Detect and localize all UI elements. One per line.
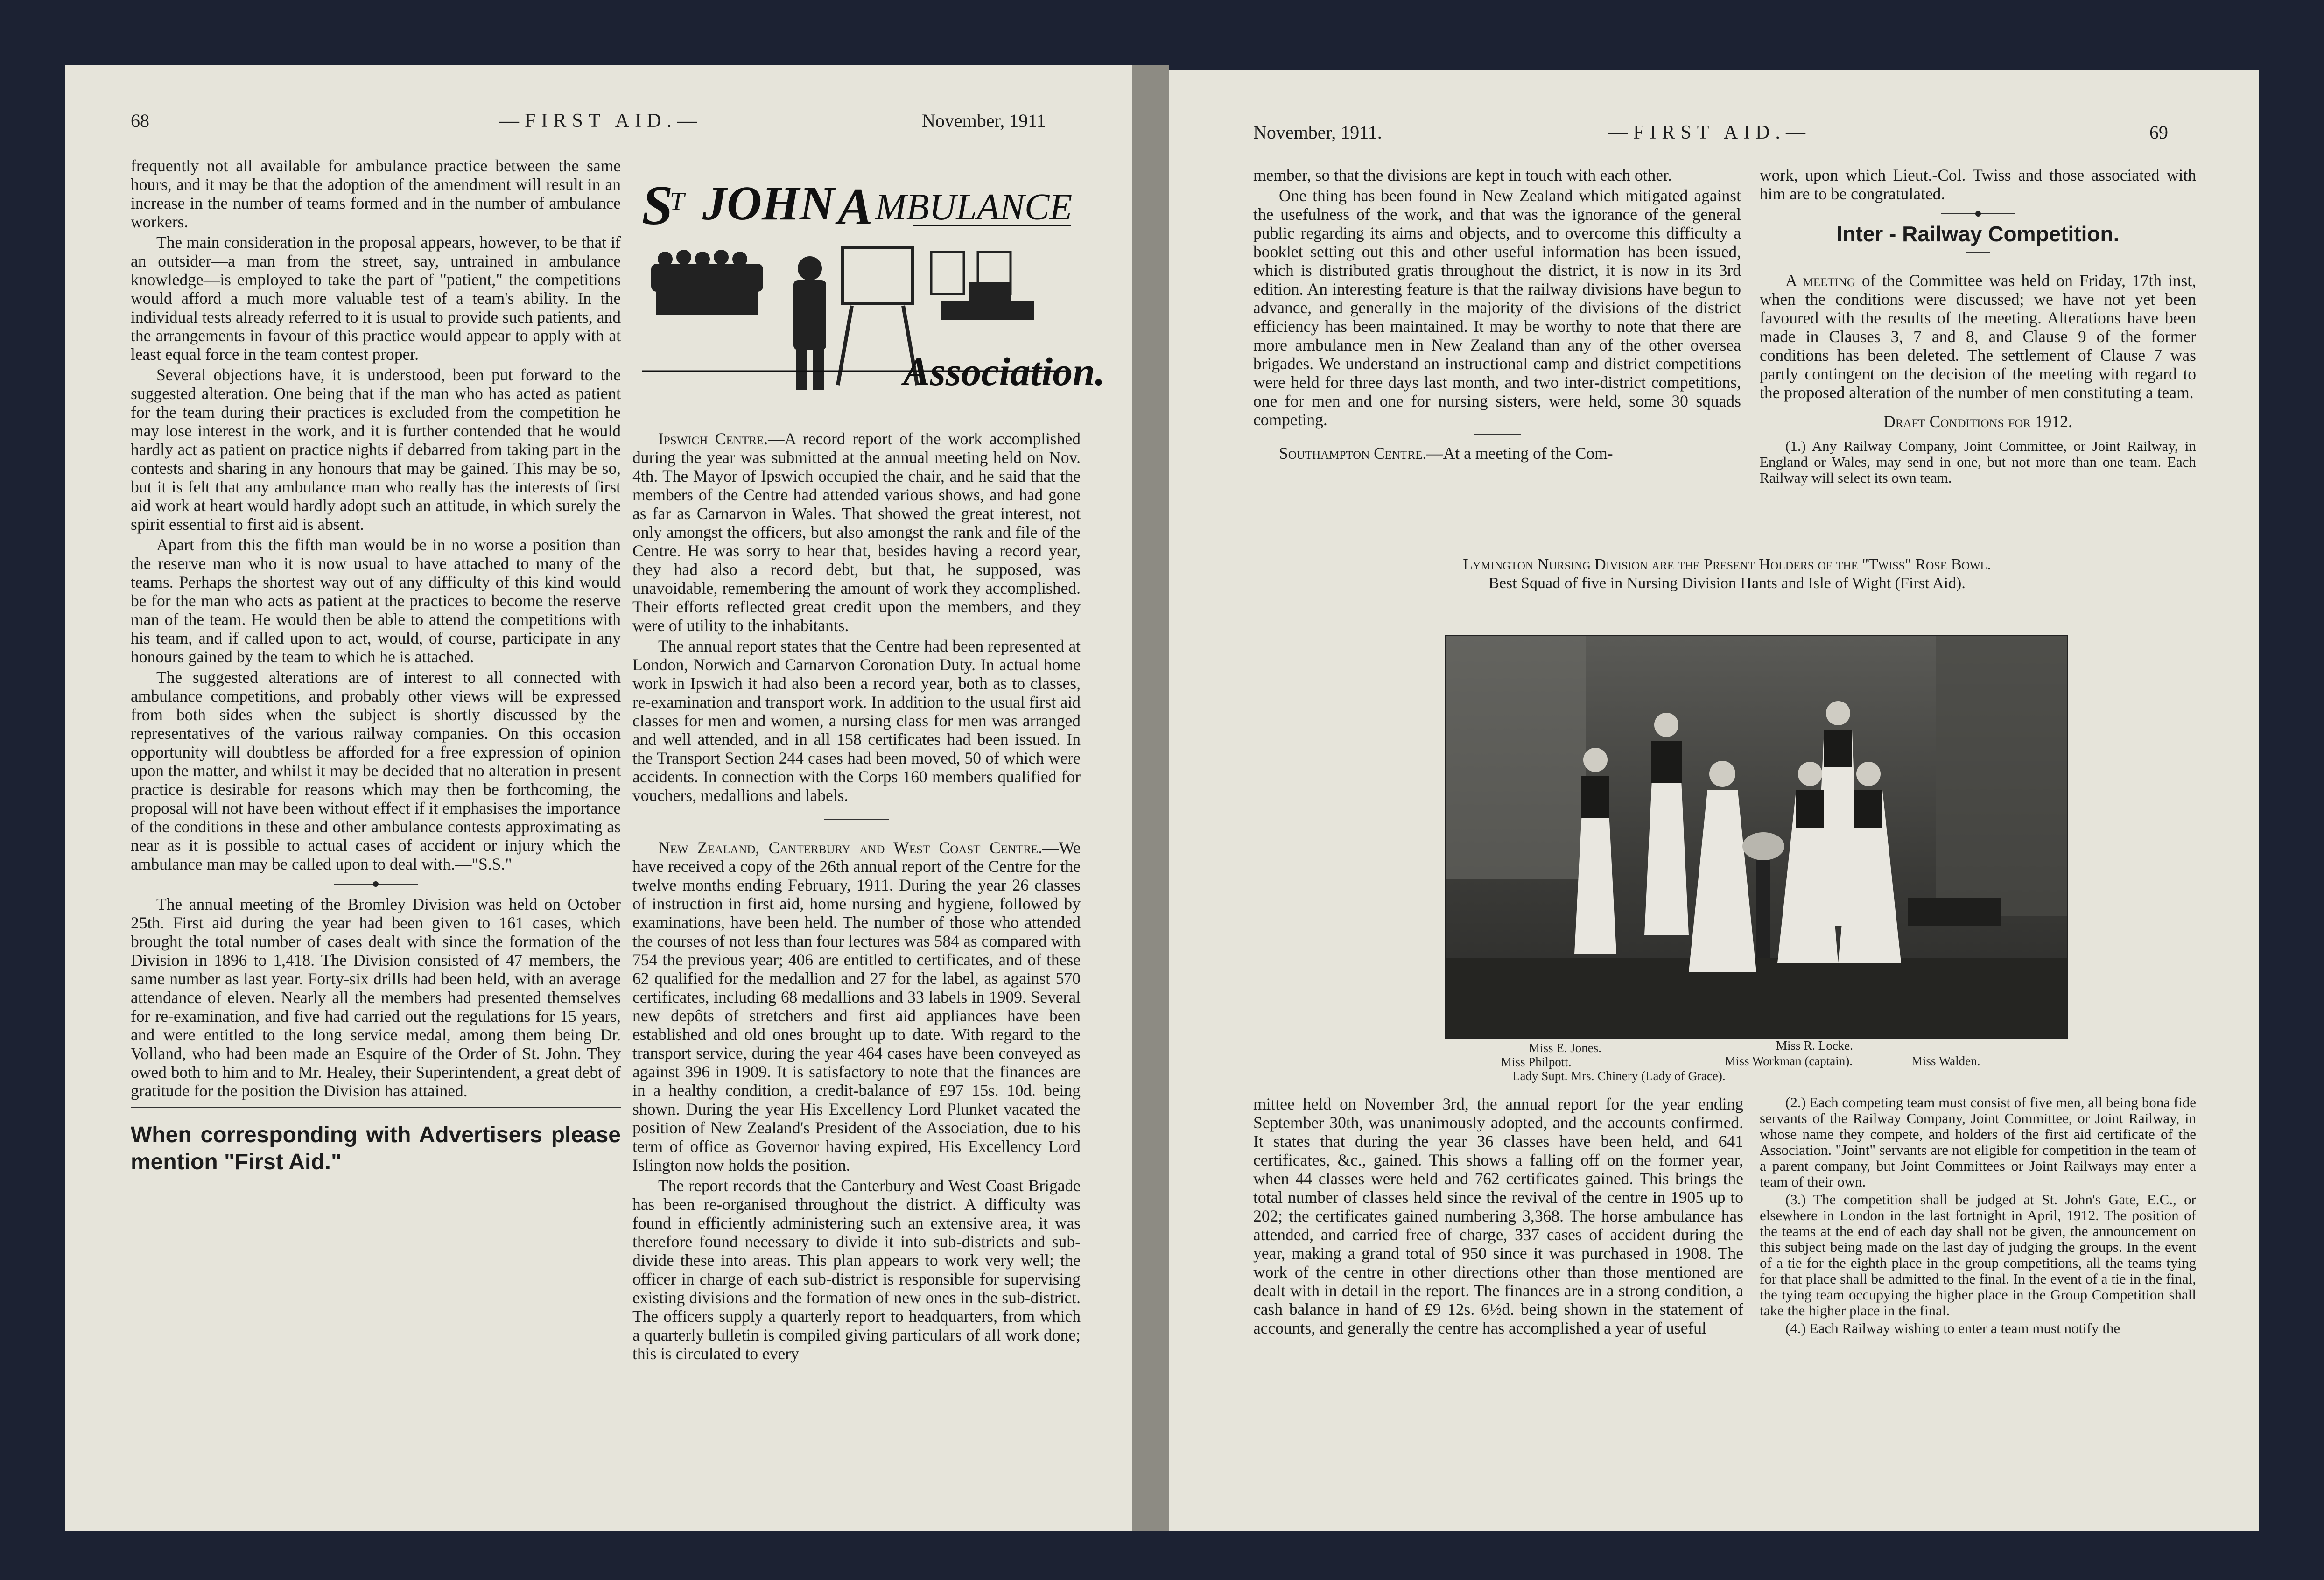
divider-line bbox=[131, 1107, 621, 1108]
nz-paragraph bbox=[632, 838, 1081, 1174]
svg-text:A: A bbox=[838, 178, 873, 236]
paragraph: The report records that the Canterbury and West Coast Brigade has been re-organised throughout the district. A difficulty was found in efficiently administering such an extensive area, it was therefore found necessary to divide it into sub-districts and sub-divide these into areas. This plan appears to work very well; the officer in charge of each sub-district is responsible for supervising existing divisions and the formation of new ones in the sub-district. The officers supply a quarterly report to headquarters, from which a quarterly bulletin is compiled giving particulars of all work done; this is circulated to every bbox=[632, 1176, 1081, 1363]
clause-2: (2.) Each competing team must consist of five men, all being bona fide servants of the Railway Company, Joint Committee, or Joint Railway, in whose name they compete, and holders of the first aid certificate of the Association. "Joint" servants are not eligible for competition in the team of a parent company, but Joint Committees or Joint Railways may enter a team of their own. bbox=[1760, 1094, 2196, 1190]
svg-text:T: T bbox=[670, 187, 685, 216]
group-photograph bbox=[1445, 635, 2068, 1039]
caption-workman: Miss Workman (captain). bbox=[1725, 1054, 1853, 1068]
paragraph: The annual report states that the Centre had been represented at London, Norwich and Carnarvon Coronation Duty. In actual home work in Ipswich it had also been a record year, both as to classes, re-examination and transport work. In addition to the usual first aid classes for men and women, a nursing class for men was arranged and well attended, and in all 158 certificates had been issued. In the Transport Section 244 cases had been moved, 50 of which were accidents. In connection with the Corps 160 members qualified for vouchers, medallions and labels. bbox=[632, 637, 1081, 805]
clause-4: (4.) Each Railway wishing to enter a team must notify the bbox=[1785, 1320, 2120, 1336]
paragraph: work, upon which Lieut.-Col. Twiss and those associated with him are to be congratulated. bbox=[1760, 166, 2196, 203]
right-column bbox=[632, 429, 1081, 1365]
caption-chinery: Lady Supt. Mrs. Chinery (Lady of Grace). bbox=[1512, 1069, 1726, 1083]
st-john-ambulance-logo bbox=[632, 166, 1105, 408]
divider-line bbox=[824, 819, 889, 820]
page-date: November, 1911. bbox=[1253, 122, 1382, 143]
southampton-heading: Southampton Centre. bbox=[1279, 444, 1427, 463]
ipswich-text: —A record report of the work accomplished during the year was submitted at the annual meeting held on Nov. 4th. The Mayor of Ipswich occupied the chair, and he said that the members of the Centre had attended various shows, and had gone as far as Carnarvon in Wales. That showed the great interest, not only amongst the officers, but also amongst the rank and file of the Centre. He was sorry to hear that, besides having a record year, they had also a record debt, but that, he supposed, was unavoidable, remembering the amount of work they accomplished. Their efforts reflected great credit upon the members, and they were of utility to the inhabitants. bbox=[632, 429, 1081, 635]
paragraph: The suggested alterations are of interest to all connected with ambulance competitions, and probably other views will be expressed from both sides when the subject is shortly discussed by the representatives of the various railway companies. On this occasion opportunity will doubtless be afforded for a free expression of opinion upon the matter, and whilst it may be decided that no alteration in present practice is desirable for reasons which may then be forthcoming, the proposal will not have been without effect if it emphasises the importance of the conditions in these and other ambulance contests approximating as near as it is possible to actual cases of accident or injury which the ambulance man may be called upon to deal with.—"S.S." bbox=[131, 668, 621, 873]
svg-text:MBULANCE: MBULANCE bbox=[875, 187, 1073, 228]
page-number: 68 bbox=[131, 110, 149, 131]
divider-line bbox=[1474, 434, 1521, 435]
left-page bbox=[65, 65, 1132, 1531]
section-divider bbox=[334, 884, 418, 885]
clause-3: (3.) The competition shall be judged at St. John's Gate, E.C., or elsewhere in London in the last fortnight in April, 1912. The position of the teams at the end of each day shall not be given, the announcement on this subject being made on the last day of judging the groups. In the event of a tie for the eighth place in the group competitions, all the teams tying for that place shall be admitted to the final. In the event of a tie in the final, the tying team occupying the higher place in the Group Competition shall take the higher place in the final. bbox=[1760, 1191, 2196, 1319]
right-page-col3 bbox=[1253, 1095, 1743, 1339]
meeting-text: of the Committee was held on Friday, 17th inst, when the conditions were discussed; we have not yet been favoured with the results of the meeting. Alterations have been made in Clauses 3, 7 and 8, and Clause 9 of the former conditions has been deleted. The settlement of Clause 7 was partly contingent on the decision of the meeting with regard to the proposed alteration of the number of men constituting a team. bbox=[1760, 271, 2197, 402]
caption-walden: Miss Walden. bbox=[1911, 1054, 1980, 1068]
right-page-col4 bbox=[1760, 1095, 2196, 1338]
running-title: —FIRST AID.— bbox=[1608, 122, 1811, 143]
caption-jones: Miss E. Jones. bbox=[1529, 1041, 1602, 1055]
paragraph: The main consideration in the proposal appears, however, to be that if an outsider—a man from the street, say, untrained in ambulance knowledge—is employed to take the part of "patient," the competitions would afford a much more valuable test of a team's ability. In the individual tests already referred to it is usual to provide such patients, and the arrangements in favour of this practice would appear to apply with at least equal force in the team contest proper. bbox=[131, 233, 621, 364]
running-title: —FIRST AID.— bbox=[499, 110, 702, 132]
caption-locke: Miss R. Locke. bbox=[1776, 1039, 1853, 1053]
ipswich-paragraph bbox=[632, 429, 1081, 635]
clause-1: (1.) Any Railway Company, Joint Committee, or Joint Railway, in England or Wales, may send in one, but not more than one team. Each Railway will select its own team. bbox=[1760, 438, 2196, 486]
page-date: November, 1911 bbox=[922, 110, 1046, 131]
caption-philpott: Miss Philpott. bbox=[1501, 1055, 1572, 1069]
divider-line bbox=[1966, 252, 1990, 253]
ambulance-illustration bbox=[632, 166, 1105, 408]
section-divider bbox=[1941, 213, 2015, 214]
draft-conditions-heading: Draft Conditions for 1912. bbox=[1883, 412, 2072, 431]
inter-railway-heading: Inter - Railway Competition. bbox=[1836, 222, 2120, 246]
photo-title-line2: Best Squad of five in Nursing Division Hants and Isle of Wight (First Aid). bbox=[1488, 575, 1966, 592]
paragraph: Several objections have, it is understood, been put forward to the suggested alteration. One being that if the man who has acted as patient for the team during their practices is excluded from the competition he may lose interest in the work, and it is further contended that he would hardly act as patient on practice nights if debarred from taking part in the contests and sharing in any honours that may be gained. This may be so, but it is felt that any ambulance man who really has the interests of first aid work at heart would hardly adopt such an attitude, in which surely the spirit essential to first aid is absent. bbox=[131, 365, 621, 534]
nz-text: —We have received a copy of the 26th annual report of the Centre for the twelve months ending February, 1911. During the year 26 classes of instruction in first aid, home nursing and hygiene, followed by examinations, have been held. The number of those who attended the courses of not less than four lectures was 584 as compared with 754 the previous year; 406 are entitled to certificates, and of these 62 qualified for the medallion and 27 for the label, as against 570 certificates, including 68 medallions and 33 labels in 1909. Several new depôts of stretchers and first aid appliances have been established and old ones brought up to date. With regard to the transport service, during the year 464 cases have been conveyed as against 396 in 1909. It is satisfactory to note that the finances are in a healthy condition, a credit-balance of £97 15s. 10d. being shown. During the year His Excellency Lord Plunket vacated the position of New Zealand's President of the Association, due to his term of office as Governor having expired, His Excellency Lord Islington now holds the position. bbox=[632, 838, 1081, 1174]
left-column bbox=[131, 156, 621, 1176]
meeting-lead: A meeting bbox=[1785, 271, 1856, 290]
right-page bbox=[1169, 70, 2259, 1531]
nz-heading: New Zealand, Canterbury and West Coast Centre. bbox=[658, 838, 1043, 857]
paragraph: One thing has been found in New Zealand which mitigated against the usefulness of the work, and that was the ignorance of the general public regarding its aims and objects, and to overcome this difficulty a booklet setting out this and other useful information has been issued, which is distributed gratis throughout the district, it is now in its 3rd edition. An interesting feature is that the railway divisions have begun to advance, and generally in the majority of the divisions of the district efficiency has been maintained. It may be worthy to note that there are more ambulance men in New Zealand than any of the other oversea brigades. We understand an instructional camp and district competitions were held for three days last month, and two inter-district competitions, one for men and one for nursing sisters, were held, some 30 squads competing. bbox=[1253, 186, 1741, 429]
book-gutter bbox=[1132, 65, 1169, 1531]
nurses-photo-image bbox=[1446, 636, 2067, 1038]
photo-title-line1: Lymington Nursing Division are the Present Holders of the "Twiss" Rose Bowl. bbox=[1463, 556, 1991, 573]
bromley-paragraph: The annual meeting of the Bromley Division was held on October 25th. First aid during the year had been given to 161 cases, which brought the total number of cases dealt with since the formation of the Division in 1896 to 1,418. The Division consisted of 47 members, the same number as last year. Forty-six drills had been held, with an average attendance of eleven. Nearly all the members had presented themselves for re-examination, and five had carried out the regulations for 15 years, and were entitled to the long service medal, among them being Dr. Volland, who had been made an Esquire of the Order of St. John. They owed both to him and to Mr. Healey, their Superintendent, a great debt of gratitude for the position the Division has attained. bbox=[131, 895, 621, 1100]
paragraph: member, so that the divisions are kept in touch with each other. bbox=[1253, 166, 1672, 184]
photo-title bbox=[1258, 555, 2196, 593]
paragraph: frequently not all available for ambulance practice between the same hours, and it may be that the adoption of the amendment will result in an increase in the number of teams formed and in the number of ambulance workers. bbox=[131, 156, 621, 231]
right-page-col1 bbox=[1253, 166, 1741, 464]
paragraph: Apart from this the fifth man would be in no worse a position than the reserve man who it is now usual to have attached to many of the teams. Perhaps the shortest way out of any difficulty of this kind would be for the man who acts as patient at the practices to become the reserve man of the team. He would then be able to attend the competitions with his team, and if called upon to act, would, of course, participate in any honours gained by the team to which he is attached. bbox=[131, 535, 621, 666]
southampton-paragraph bbox=[1253, 444, 1741, 463]
meeting-paragraph bbox=[1760, 271, 2196, 402]
page-number: 69 bbox=[2149, 122, 2168, 143]
ipswich-heading: Ipswich Centre. bbox=[658, 429, 768, 448]
advertiser-notice: When corresponding with Advertisers please mention "First Aid." bbox=[131, 1123, 621, 1174]
svg-text:JOHN: JOHN bbox=[702, 176, 835, 230]
svg-text:Association.: Association. bbox=[903, 349, 1105, 394]
svg-text:S: S bbox=[642, 174, 673, 236]
right-page-col2 bbox=[1760, 166, 2196, 488]
southampton-text: —At a meeting of the Com- bbox=[1426, 444, 1613, 463]
paragraph: mittee held on November 3rd, the annual report for the year ending September 30th, was unanimously adopted, and the accounts confirmed. It states that during the year 36 classes have been held, and 641 certificates, &c., gained. This shows a falling off on the former year, when 44 classes were held and 762 certificates gained. This brings the total number of classes held since the revival of the centre in 1905 up to 202; the certificates gained numbering 3,368. The horse ambulance has attended, and carried free of charge, 337 cases of accident during the year, making a grand total of 950 since it was purchased in 1908. The work of the centre in other directions other than those mentioned are dealt with in detail in the report. The finances are in a strong condition, a cash balance in hand of £9 12s. 6½d. being shown in the statement of accounts, and generally the centre has accomplished a year of useful bbox=[1253, 1095, 1743, 1337]
